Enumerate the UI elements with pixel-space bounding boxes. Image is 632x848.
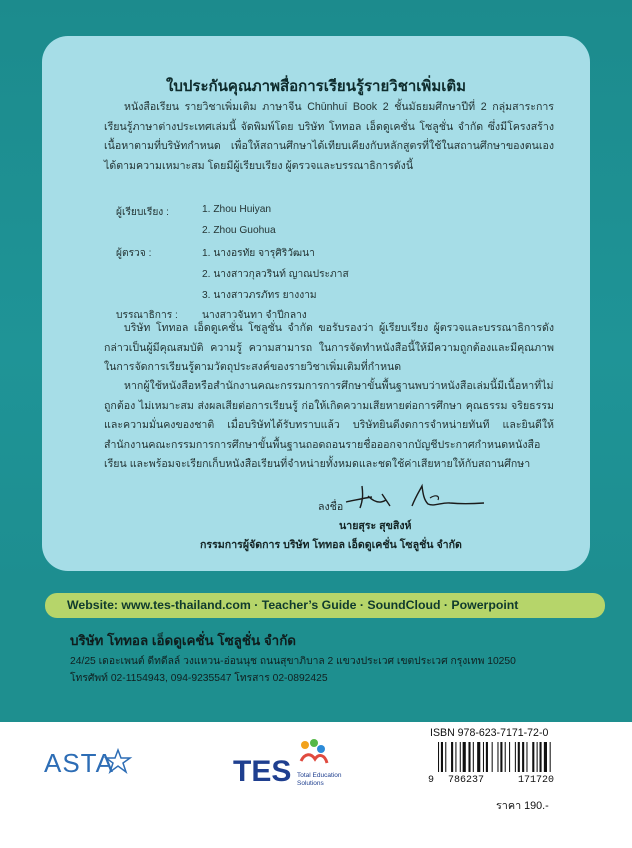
isbn-barcode (426, 742, 583, 784)
price-label: ราคา 190.- (496, 800, 549, 812)
publisher-phone: โทรศัพท์ 02-1154943, 094-9235547 โทรสาร 02-0892425 (70, 673, 328, 684)
role-person: 3. นางสาวภรภัทร ยางงาม (202, 289, 317, 301)
barcode-bar (460, 742, 461, 772)
barcode-bar (518, 742, 520, 772)
role-label: บรรณาธิการ : (116, 310, 178, 322)
barcode-bar (522, 742, 524, 772)
barcode-digit-lead: 9 (428, 775, 435, 784)
barcode-bar (492, 742, 493, 772)
asta-logo (42, 742, 138, 780)
website-bar (45, 593, 605, 618)
role-person: 1. Zhou Huiyan (202, 204, 272, 215)
role-person: 1. นางอรทัย จารุศิริวัฒนา (202, 248, 315, 260)
role-person: 2. นางสาวกุลวรินท์ ญาณประภาส (202, 269, 349, 281)
barcode-bar (463, 742, 466, 772)
isbn-label: ISBN 978-623-7171-72-0 (430, 727, 549, 739)
barcode-bar (540, 742, 542, 772)
publisher-address: 24/25 เดอะเพนต์ ดีทดีลล์ วงแหวน-อ่อนนุช ถนนสุขาภิบาล 2 แขวงประเวศ เขตประเวศ กรุงเทพ 10250 (70, 656, 516, 667)
asta-logo-text: ASTA (44, 748, 114, 778)
barcode-bar (445, 742, 446, 772)
tes-sub-line2: Solutions (297, 780, 324, 787)
barcode-bar (526, 742, 527, 772)
barcode-bar (537, 742, 538, 772)
role-row (116, 221, 516, 242)
barcode-bar (483, 742, 484, 772)
role-row (116, 283, 516, 304)
barcode-bar (509, 742, 510, 772)
tes-logo-text: TES (233, 755, 292, 788)
tes-figure-icon (317, 745, 325, 753)
role-label: ผู้ตรวจ : (116, 248, 152, 260)
barcode-bar (473, 742, 474, 772)
barcode-bar (515, 742, 516, 772)
signature-label: ลงชื่อ (318, 501, 344, 513)
barcode-bar (532, 742, 534, 772)
publisher-name: บริษัท โททอล เอ็ดดูเคชั่น โซลูชั่น จำกัด (70, 633, 297, 648)
website-bar-text[interactable]: Website: www.tes-thailand.com · Teacher’s Guide · SoundCloud · Powerpoint (67, 598, 519, 612)
signature-graphic (342, 482, 487, 510)
role-row (116, 200, 516, 221)
barcode-digits-left: 786237 (448, 775, 485, 784)
certificate-box (42, 36, 590, 571)
barcode-bar (441, 742, 443, 772)
barcode-bar (505, 742, 506, 772)
barcode-bar (455, 742, 456, 772)
tes-sub-line1: Total Education (297, 772, 342, 779)
role-row (116, 241, 516, 262)
tes-figure-icon (310, 739, 318, 747)
barcode-bar (500, 742, 502, 772)
certificate-paragraph-liability: หากผู้ใช้หนังสือหรือสำนักงานคณะกรรมการการศึกษาขั้นพื้นฐานพบว่าหนังสือเล่มนี้มีเนื้อหาที่ไม่ถูกต้อง ไม่เหมาะสม ส่งผลเสียต่อการเรียนรู้ ก่อให้เกิดความเสียหายต่อการศึกษา คุณธรรม จริยธรรม และความมั่นคงของชาติ เมื่อบริษัทได้รับทราบแล้ว บริษัทยินดีงดการจำหน่ายทันที และยินดีให้สำนักงานคณะกรรมการการศึกษาขั้นพื้นฐานถอดถอนรายชื่อออกจากบัญชีประกาศกำหนดหนังสือเรียน และพร้อมจะเรียกเก็บหนังสือเรียนที่จำหน่ายทั้งหมดและชดใช้ค่าเสียหายให้กับสถานศึกษา (104, 380, 554, 470)
signer-name: นายสุระ สุขสิงห์ (339, 520, 412, 532)
roles-list (116, 200, 516, 324)
role-row (116, 262, 516, 283)
certificate-title: ใบประกันคุณภาพสื่อการเรียนรู้รายวิชาเพิ่มเติม (166, 78, 466, 95)
tes-arc-icon (301, 755, 327, 763)
role-person: นางสาวจันทา จำปีกลาง (202, 310, 307, 322)
barcode-bar (477, 742, 480, 772)
role-label: ผู้เรียบเรียง : (116, 207, 169, 218)
tes-logo (231, 733, 351, 793)
barcode-digits-right: 171720 (518, 775, 555, 784)
barcode-bar (468, 742, 470, 772)
barcode-bar (451, 742, 453, 772)
barcode-bar (438, 742, 439, 772)
barcode-bar (544, 742, 547, 772)
barcode-bar (497, 742, 498, 772)
barcode-bar (486, 742, 488, 772)
isbn-barcode-panel (418, 722, 588, 792)
barcode-bar (550, 742, 551, 772)
certificate-paragraph-intro: หนังสือเรียน รายวิชาเพิ่มเติม ภาษาจีน Chūnhuī Book 2 ชั้นมัธยมศึกษาปีที่ 2 กลุ่มสาระการเรียนรู้ภาษาต่างประเทศเล่มนี้ จัดพิมพ์โดย บริษัท โททอล เอ็ดดูเคชั่น โซลูชั่น จำกัด ซึ่งมีโครงสร้างเนื้อหาตามที่บริษัทกำหนด เพื่อให้สถานศึกษาได้เทียบเคียงกับหลักสูตรที่ใช้ในสถานศึกษาของตนเองได้ตามความเหมาะสม โดยมีผู้เรียบเรียง ผู้ตรวจและบรรณาธิการดังนี้ (104, 101, 554, 172)
tes-figure-icon (301, 741, 309, 749)
certificate-paragraph-assurance: บริษัท โททอล เอ็ดดูเคชั่น โซลูชั่น จำกัด ขอรับรองว่า ผู้เรียบเรียง ผู้ตรวจและบรรณาธิการดังกล่าวเป็นผู้มีคุณสมบัติ ความรู้ ความสามารถ ในการจัดทำหนังสือนี้ให้มีความถูกต้องและมีคุณภาพในการจัดการเรียนรู้ตามวัตถุประสงค์ของรายวิชาเพิ่มเติมที่กำหนด (104, 322, 554, 373)
signer-title: กรรมการผู้จัดการ บริษัท โททอล เอ็ดดูเคชั่น โซลูชั่น จำกัด (200, 539, 462, 551)
role-person: 2. Zhou Guohua (202, 224, 276, 236)
